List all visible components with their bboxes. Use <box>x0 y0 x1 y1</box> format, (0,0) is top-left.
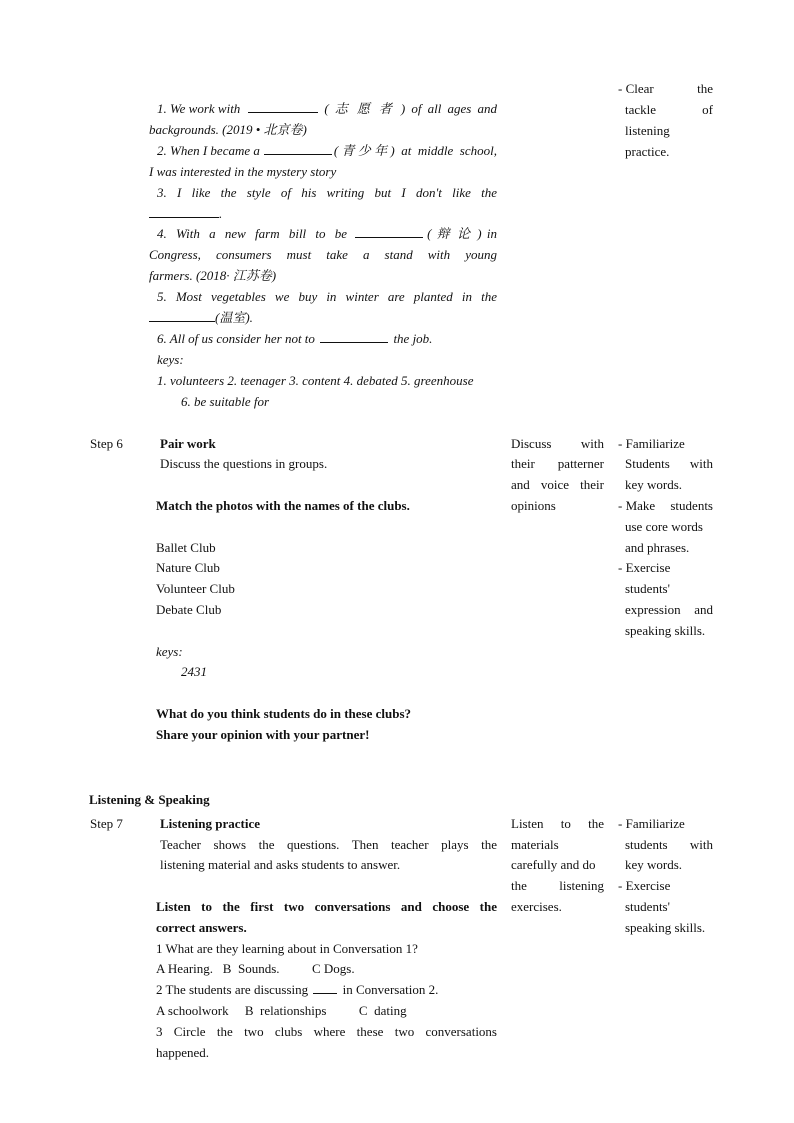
answer-blank <box>313 982 337 994</box>
activity-text: voice <box>540 477 570 492</box>
activity-text: the <box>588 816 604 831</box>
purpose-text: with <box>689 456 713 471</box>
purpose-text: of <box>702 102 713 117</box>
purpose-text: and <box>694 602 713 617</box>
listening-question: 1 What are they learning about in Conversation 1? <box>156 941 418 956</box>
exercise-text: (青少年) at middle school, <box>333 143 497 158</box>
purpose-text: speaking skills. <box>625 920 706 935</box>
activity-text: to <box>560 816 571 831</box>
club-name: Volunteer Club <box>156 581 235 596</box>
listening-instruction: correct answers. <box>156 920 247 935</box>
answer-blank <box>248 101 318 113</box>
answer-options: A schoolwork B relationships C dating <box>156 1003 407 1018</box>
exercise-text: the job. <box>393 331 433 346</box>
keys-label: keys: <box>157 352 184 367</box>
exercise-text: 2. When I became a <box>157 143 260 158</box>
bullet-dash: - <box>618 816 623 831</box>
discussion-question: Share your opinion with your partner! <box>156 727 370 742</box>
activity-text: Listen <box>511 816 544 831</box>
exercise-text: 1. We work with <box>157 101 241 116</box>
club-name: Ballet Club <box>156 540 216 555</box>
purpose-text: expression <box>625 602 681 617</box>
purpose-text: Exercise <box>625 878 671 893</box>
purpose-text: - Clear <box>618 81 654 96</box>
answer-blank <box>149 206 219 218</box>
exercise-text: farmers. (2018· 江苏卷) <box>149 268 277 283</box>
exercise-text: I was interested in the mystery story <box>149 164 337 179</box>
activity-text: opinions <box>511 498 556 513</box>
purpose-text: students <box>625 837 668 852</box>
step-description: listening material and asks students to answer. <box>160 857 401 872</box>
activity-text: carefully and do <box>511 857 596 872</box>
section-heading: Listening & Speaking <box>89 792 210 807</box>
exercise-text: 6. All of us consider her not to <box>157 331 315 346</box>
answer-blank <box>264 143 332 155</box>
purpose-text: Familiarize <box>625 436 685 451</box>
purpose-text: Students <box>625 456 670 471</box>
answer-blank <box>355 226 423 238</box>
exercise-text: ( 志 愿 者 ) of all ages and <box>324 101 497 116</box>
purpose-text: students' <box>625 581 670 596</box>
exercise-text: 5. Most vegetables we buy in winter are planted in the <box>157 289 497 304</box>
purpose-text: Make <box>625 498 656 513</box>
purpose-text: with <box>689 837 713 852</box>
exercise-text: ( 辩 论 ) in <box>427 226 497 241</box>
discussion-question: What do you think students do in these clubs? <box>156 706 412 721</box>
activity-text: the <box>511 878 527 893</box>
listening-question: 3 Circle the two clubs where these two conversations <box>156 1024 497 1039</box>
bullet-dash: - <box>618 878 623 893</box>
answer-blank <box>149 310 215 322</box>
club-name: Debate Club <box>156 602 222 617</box>
activity-text: listening <box>559 878 604 893</box>
listening-instruction: Listen to the first two conversations and choose the <box>156 899 497 914</box>
match-instruction: Match the photos with the names of the clubs. <box>156 498 410 513</box>
purpose-text: students <box>670 498 713 513</box>
purpose-text: the <box>697 81 713 96</box>
purpose-text: students' <box>625 899 670 914</box>
step-number: Step 6 <box>90 436 123 451</box>
keys-label: keys: <box>156 644 183 659</box>
activity-text: materials <box>511 837 559 852</box>
purpose-text: key words. <box>625 857 683 872</box>
keys-answers: 1. volunteers 2. teenager 3. content 4. debated 5. greenhouse <box>157 373 474 388</box>
purpose-text: Exercise <box>625 560 671 575</box>
club-name: Nature Club <box>156 560 220 575</box>
exercise-text: (温室). <box>215 310 253 325</box>
purpose-text: use core words <box>625 519 703 534</box>
exercise-text: Congress, consumers must take a stand with young <box>149 247 497 262</box>
purpose-text: and phrases. <box>625 540 690 555</box>
purpose-text: speaking skills. <box>625 623 706 638</box>
activity-text: their <box>580 477 604 492</box>
bullet-dash: - <box>618 436 623 451</box>
listening-question: happened. <box>156 1045 210 1060</box>
purpose-text: key words. <box>625 477 683 492</box>
step-number: Step 7 <box>90 816 123 831</box>
activity-text: and <box>511 477 530 492</box>
activity-text: their <box>511 456 535 471</box>
activity-text: exercises. <box>511 899 562 914</box>
purpose-text: Familiarize <box>625 816 685 831</box>
step-description: Teacher shows the questions. Then teacher plays the <box>160 837 497 852</box>
purpose-text: tackle <box>625 102 657 117</box>
listening-question: 2 The students are discussing <box>156 982 309 997</box>
keys-answers: 2431 <box>181 664 207 679</box>
purpose-text: practice. <box>625 144 670 159</box>
answer-blank <box>320 331 388 343</box>
step-title: Listening practice <box>160 816 261 831</box>
purpose-text: listening <box>625 123 670 138</box>
keys-answers: 6. be suitable for <box>181 394 270 409</box>
bullet-dash: - <box>618 498 623 513</box>
exercise-text: 4. With a new farm bill to be <box>157 226 348 241</box>
answer-options: A Hearing. B Sounds. C Dogs. <box>156 961 355 976</box>
step-title: Pair work <box>160 436 216 451</box>
step-description: Discuss the questions in groups. <box>160 456 328 471</box>
exercise-text: backgrounds. (2019 • 北京卷) <box>149 122 307 137</box>
activity-text: patterner <box>557 456 604 471</box>
activity-text: Discuss <box>511 436 552 451</box>
listening-question: in Conversation 2. <box>342 982 439 997</box>
activity-text: with <box>580 436 604 451</box>
bullet-dash: - <box>618 560 623 575</box>
exercise-text: 3. I like the style of his writing but I don't like the <box>157 185 497 200</box>
